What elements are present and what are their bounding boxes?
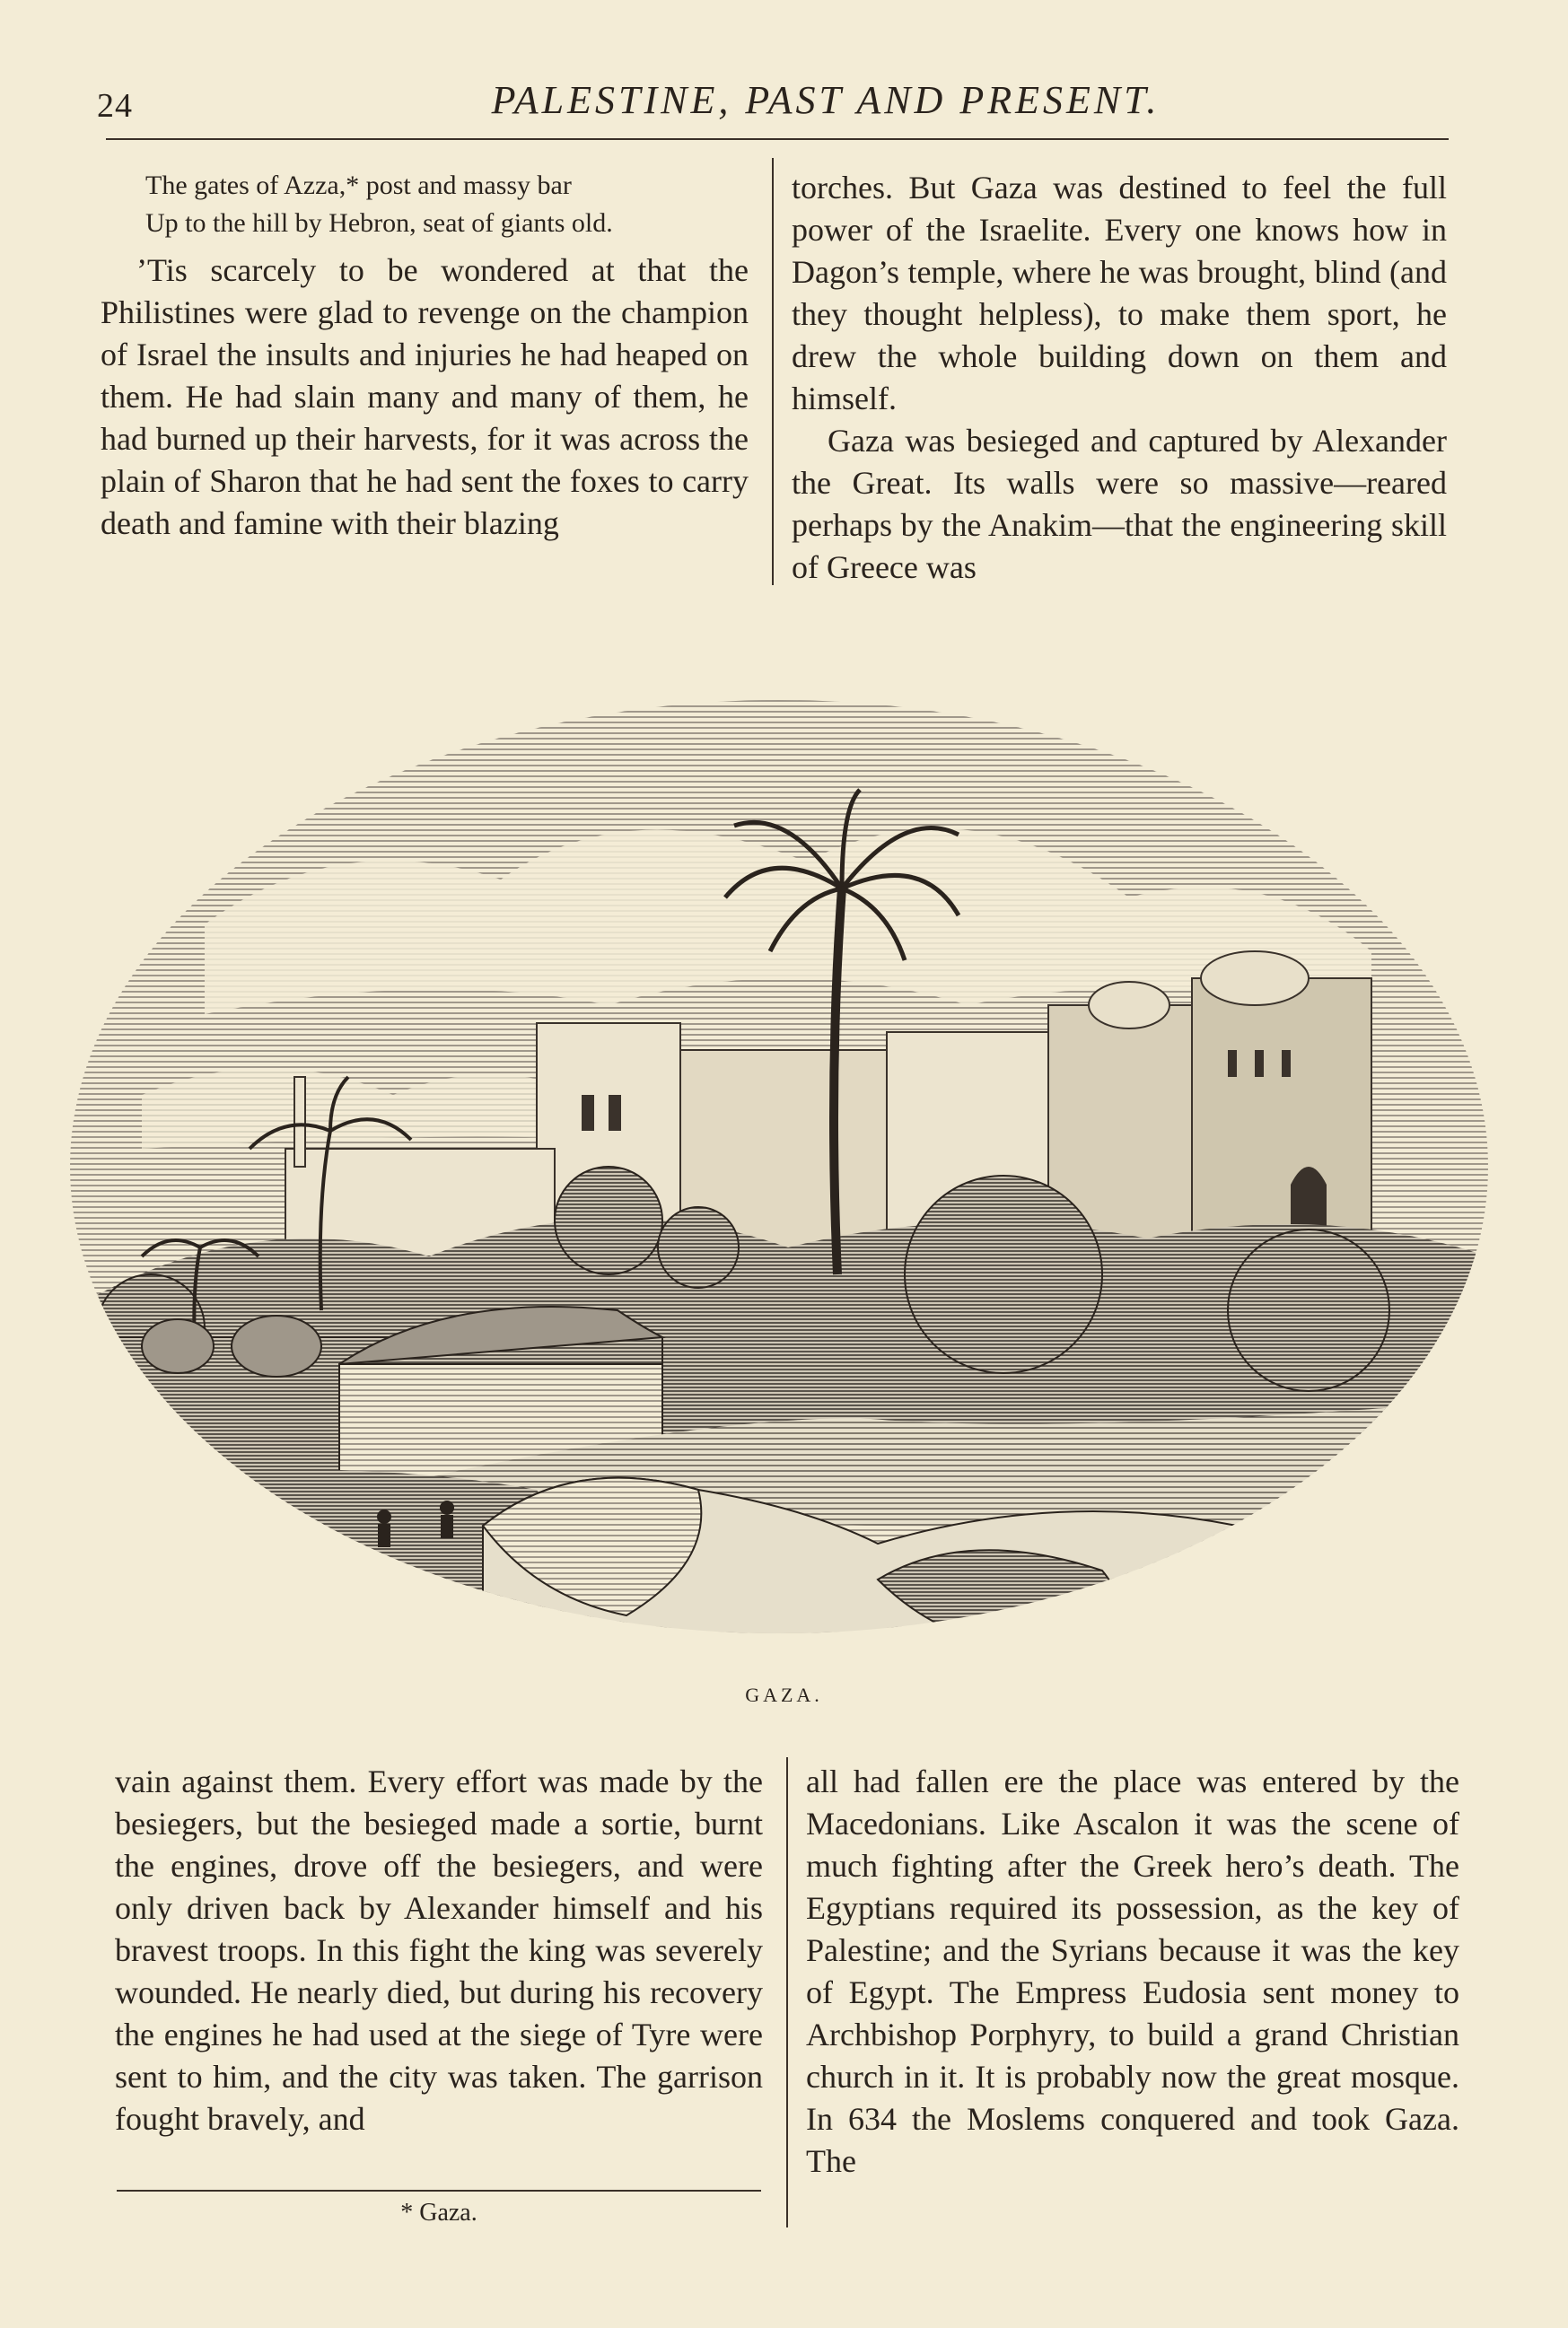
column-divider [786, 1757, 788, 2227]
verse-line: Up to the hill by Hebron, seat of giants old. [145, 208, 613, 238]
verse-quote [145, 167, 749, 242]
footnote: * Gaza. [400, 2199, 477, 2227]
column-divider [772, 158, 774, 585]
paragraph: torches. But Gaza was destined to feel the full power of the Israelite. Every one knows how in Dagon’s temple, where he was brought, blind (and they thought helpless), to make them sport, he drew the whole building down on them and himself. [792, 170, 1447, 416]
top-left-column [101, 167, 749, 545]
bottom-left-column [115, 1761, 763, 2140]
verse-line: The gates of Azza,* post and massy bar [145, 171, 572, 200]
gaza-engraving [70, 628, 1488, 1687]
bottom-right-column [806, 1761, 1459, 2183]
header-rule [106, 138, 1449, 140]
paragraph: Gaza was besieged and captured by Alexander the Great. Its walls were so massive—reared perhaps by the Anakim—that the engineering skill of Greece was [792, 423, 1447, 585]
footnote-rule [117, 2190, 761, 2192]
paragraph: vain against them. Every effort was made by the besiegers, but the besieged made a sortie, burnt the engines, drove off the besiegers, and were only driven back by Alexander himself and his bravest troops. In this fight the king was severely wounded. He nearly died, but during his recovery the engines he had used at the siege of Tyre were sent to him, and the city was taken. The garrison fought bravely, and [115, 1764, 763, 2137]
paragraph: ’Tis scarcely to be wondered at that the Philistines were glad to revenge on the champion of Israel the insults and injuries he had heaped on them. He had slain many and many of them, he had burned up their harvests, for it was across the plain of Sharon that he had sent the foxes to carry death and famine with their blazing [101, 252, 749, 541]
paragraph: all had fallen ere the place was entered by the Macedonians. Like Ascalon it was the scene of much fighting after the Greek hero’s death. The Egyptians required its possession, as the key of Palestine; and the Syrians because it was the key of Egypt. The Empress Eudosia sent money to Archbishop Porphyry, to build a grand Christian church in it. It is probably now the great mosque. In 634 the Moslems conquered and took Gaza. The [806, 1764, 1459, 2179]
top-right-column [792, 167, 1447, 589]
illustration-caption: GAZA. [745, 1684, 823, 1706]
running-title: PALESTINE, PAST AND PRESENT. [491, 78, 1161, 122]
page-number: 24 [97, 87, 133, 125]
